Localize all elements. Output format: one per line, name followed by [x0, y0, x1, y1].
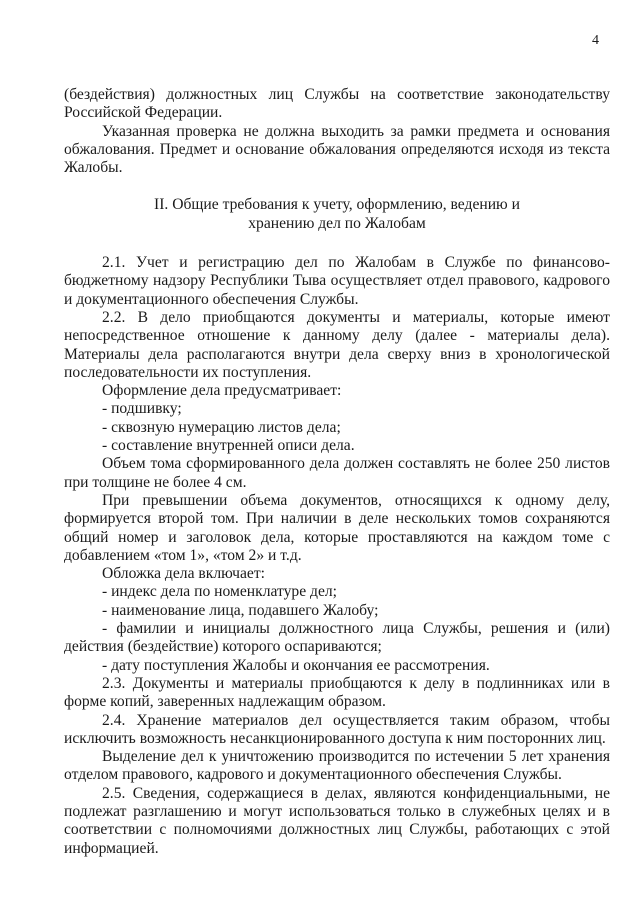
paragraph-second-volume: При превышении объема документов, относящихся к одному делу, формируется второй том. При наличии в деле нескольких томов сохраняются общий номер и заголовок дела, которые проставляются на каждом томе с добавлением «том 1», «том 2» и т.д. [64, 491, 610, 564]
document-body [64, 86, 610, 858]
page-number: 4 [592, 33, 599, 48]
cover-intro: Обложка дела включает: [102, 565, 265, 583]
section-heading-line-1: II. Общие требования к учету, оформлению, ведению и [154, 196, 520, 214]
paragraph-intro-2: Указанная проверка не должна выходить за рамки предмета и основания обжалования. Предмет и основание обжалования определяются исходя из текста Жалобы. [64, 122, 610, 177]
list-item: - наименование лица, подавшего Жалобу; [102, 601, 379, 619]
list-item: - фамилии и инициалы должностного лица Службы, решения и (или) действия (бездействие) которого оспариваются; [64, 620, 610, 656]
paragraph-volume: Объем тома сформированного дела должен составлять не более 250 листов при толщине не более 4 см. [64, 455, 610, 491]
section-heading [64, 196, 610, 233]
paragraph-2-5: 2.5. Сведения, содержащиеся в делах, являются конфиденциальными, не подлежат разглашению и могут использоваться только в служебных целях и в соответствии с полномочиями должностных лиц Службы, работающих с этой информацией. [64, 784, 610, 857]
paragraph-2-4: 2.4. Хранение материалов дел осуществляется таким образом, чтобы исключить возможность несанкционированного доступа к ним посторонних лиц. [64, 711, 610, 747]
paragraph-2-1: 2.1. Учет и регистрацию дел по Жалобам в Службе по финансово-бюджетному надзору Республики Тыва осуществляет отдел правового, кадрового и документационного обеспечения Службы. [64, 254, 610, 308]
paragraph-intro-1: (бездействия) должностных лиц Службы на соответствие законодательству Российской Федерации. [64, 86, 610, 122]
formation-intro: Оформление дела предусматривает: [102, 382, 342, 400]
section-heading-line-2: хранению дел по Жалобам [248, 214, 426, 232]
paragraph-2-2: 2.2. В дело приобщаются документы и материалы, которые имеют непосредственное отношение к данному делу (далее - материалы дела). Материалы дела располагаются внутри дела сверху вниз в хронологической последовательности их поступления. [64, 308, 610, 381]
paragraph-destruction: Выделение дел к уничтожению производится по истечении 5 лет хранения отделом правового, кадрового и документационного обеспечения Службы. [64, 748, 610, 784]
list-item: - подшивку; [102, 400, 182, 418]
list-item: - сквозную нумерацию листов дела; [102, 418, 341, 436]
list-item: - составление внутренней описи дела. [102, 437, 355, 455]
list-item: - дату поступления Жалобы и окончания ее рассмотрения. [102, 656, 490, 674]
paragraph-2-3: 2.3. Документы и материалы приобщаются к делу в подлинниках или в форме копий, заверенных надлежащим образом. [64, 674, 610, 711]
list-item: - индекс дела по номенклатуре дел; [102, 583, 337, 601]
